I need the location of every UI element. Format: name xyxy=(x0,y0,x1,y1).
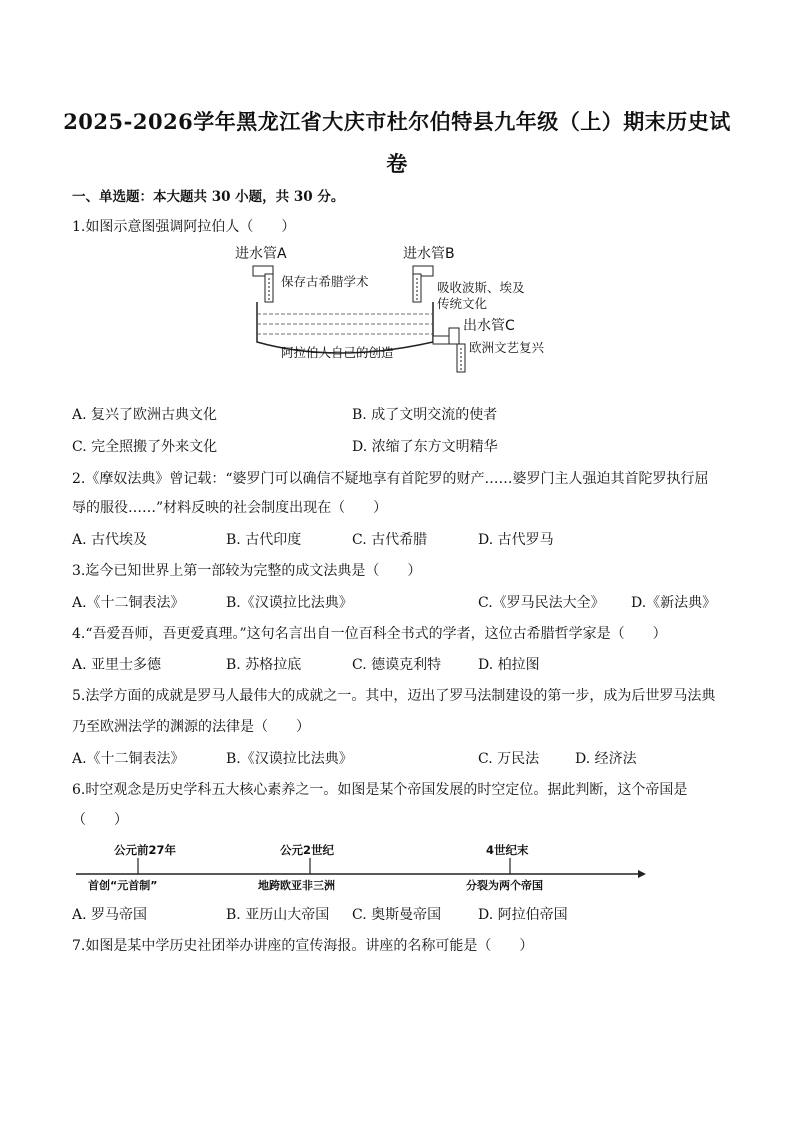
question-2-stem-line1: 2.《摩奴法典》曾记载：“婆罗门可以确信不疑地享有首陀罗的财产……婆罗门主人强迫其首陀罗执行屈 xyxy=(72,471,709,487)
timeline-bottom-2: 地跨欧亚非三洲 xyxy=(258,879,335,892)
pipe-c-label: 出水管C xyxy=(463,318,515,334)
arab-culture-diagram xyxy=(225,240,565,380)
question-4-stem: 4.“吾爱吾师，吾更爱真理。”这句名言出自一位百科全书式的学者，这位古希腊哲学家是（ ） xyxy=(72,626,667,642)
question-7-stem: 7.如图是某中学历史社团举办讲座的宣传海报。讲座的名称可能是（ ） xyxy=(72,938,534,954)
q3-option-a[interactable]: A.《十二铜表法》 xyxy=(72,595,185,611)
q3-option-c[interactable]: C.《罗马民法大全》 xyxy=(478,595,605,611)
q5-option-d[interactable]: D. 经济法 xyxy=(575,751,637,767)
question-5-stem-line2: 乃至欧洲法学的渊源的法律是（ ） xyxy=(72,719,310,735)
q1-option-d[interactable]: D. 浓缩了东方文明精华 xyxy=(352,439,498,455)
q4-option-d[interactable]: D. 柏拉图 xyxy=(478,657,540,673)
q5-option-b[interactable]: B.《汉谟拉比法典》 xyxy=(226,751,353,767)
question-6-stem-line1: 6.时空观念是历史学科五大核心素养之一。如图是某个帝国发展的时空定位。据此判断，这个帝国是 xyxy=(72,782,688,798)
page-title-continued: 卷 xyxy=(386,151,408,176)
q6-option-c[interactable]: C. 奥斯曼帝国 xyxy=(352,907,442,923)
q2-option-b[interactable]: B. 古代印度 xyxy=(226,532,302,548)
q1-option-c[interactable]: C. 完全照搬了外来文化 xyxy=(72,439,218,455)
timeline-top-2: 公元2世纪 xyxy=(280,843,335,857)
q5-option-a[interactable]: A.《十二铜表法》 xyxy=(72,751,185,767)
pipe-a-note: 保存古希腊学术 xyxy=(281,274,369,289)
page-title: 2025-2026学年黑龙江省大庆市杜尔伯特县九年级（上）期末历史试 xyxy=(63,109,731,134)
q2-option-d[interactable]: D. 古代罗马 xyxy=(478,532,554,548)
empire-timeline xyxy=(72,840,652,892)
timeline-arrow-icon xyxy=(638,870,646,878)
question-2-stem-line2: 辱的服役……”材料反映的社会制度出现在（ ） xyxy=(72,500,388,516)
q3-option-d[interactable]: D.《新法典》 xyxy=(631,595,717,611)
q6-option-a[interactable]: A. 罗马帝国 xyxy=(72,907,148,923)
pipe-b-note-1: 吸收波斯、埃及 xyxy=(437,280,525,295)
question-1-stem: 1.如图示意图强调阿拉伯人（ ） xyxy=(72,219,296,235)
q4-option-c[interactable]: C. 德谟克利特 xyxy=(352,657,442,673)
question-6-stem-line2: （ ） xyxy=(72,812,128,828)
timeline-bottom-3: 分裂为两个帝国 xyxy=(466,879,543,892)
q2-option-a[interactable]: A. 古代埃及 xyxy=(72,532,148,548)
q6-option-b[interactable]: B. 亚历山大帝国 xyxy=(226,907,330,923)
pipe-b-label: 进水管B xyxy=(403,246,455,262)
q6-option-d[interactable]: D. 阿拉伯帝国 xyxy=(478,907,568,923)
pipe-b-note-2: 传统文化 xyxy=(437,296,488,311)
pipe-a-label: 进水管A xyxy=(235,246,287,262)
q1-option-b[interactable]: B. 成了文明交流的使者 xyxy=(352,407,498,423)
question-3-stem: 3.迄今已知世界上第一部较为完整的成文法典是（ ） xyxy=(72,563,422,579)
q4-option-b[interactable]: B. 苏格拉底 xyxy=(226,657,302,673)
timeline-top-1: 公元前27年 xyxy=(114,843,177,857)
pipe-c-note: 欧洲文艺复兴 xyxy=(469,340,545,355)
tank-label: 阿拉伯人自己的创造 xyxy=(281,345,394,360)
timeline-bottom-1: 首创“元首制” xyxy=(88,879,158,892)
q1-option-a[interactable]: A. 复兴了欧洲古典文化 xyxy=(72,407,218,423)
timeline-top-3: 4世纪末 xyxy=(486,843,529,857)
q2-option-c[interactable]: C. 古代希腊 xyxy=(352,532,428,548)
section-heading: 一、单选题：本大题共 30 小题，共 30 分。 xyxy=(72,189,345,205)
q5-option-c[interactable]: C. 万民法 xyxy=(478,751,540,767)
question-5-stem-line1: 5.法学方面的成就是罗马人最伟大的成就之一。其中，迈出了罗马法制建设的第一步，成为后世罗马法典 xyxy=(72,688,716,704)
q4-option-a[interactable]: A. 亚里士多德 xyxy=(72,657,162,673)
q3-option-b[interactable]: B.《汉谟拉比法典》 xyxy=(226,595,353,611)
